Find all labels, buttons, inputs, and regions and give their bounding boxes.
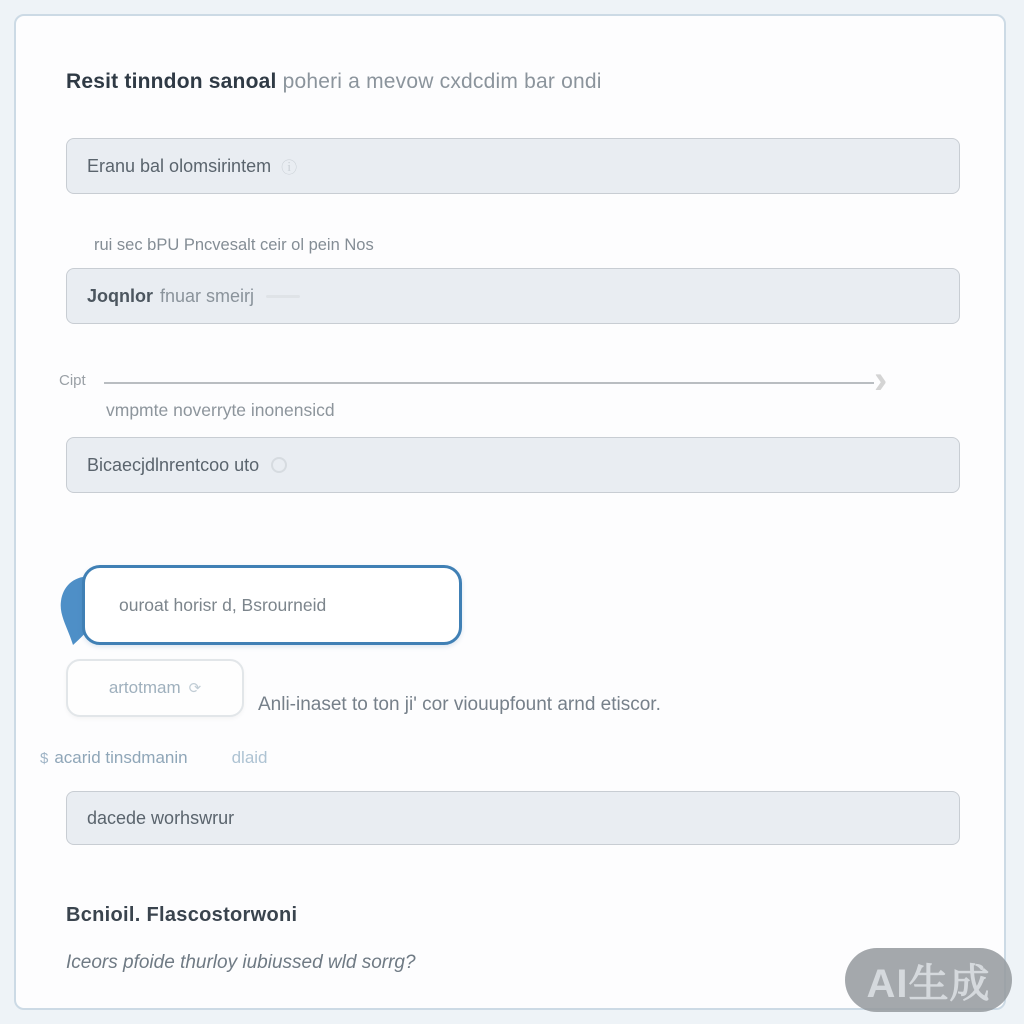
footer-question: Iceors pfoide thurloy iubiussed wld sorrg? [66,952,416,973]
arrow-right-icon[interactable]: › [874,358,888,402]
divider-line [104,382,874,384]
section-note: vmpmte noverryte inonensicd [106,400,335,420]
password-input-value: dacede worhswrur [87,807,235,828]
info-icon: ⓘ [281,159,298,177]
dollar-icon: $ [40,749,49,767]
email-input-value: Eranu bal olomsirintem [87,155,272,176]
dash-icon [266,295,300,298]
description-input[interactable] [66,437,960,493]
focused-input[interactable] [82,565,462,645]
form-card [14,14,1006,1010]
footer-heading: Bcnioil. Flascostorwoni [66,904,298,926]
helper-text: rui sec bPU Pncvesalt ceir ol pein Nos [94,236,374,254]
action-button[interactable] [66,659,244,717]
link-primary[interactable]: acarid tinsdmanin [54,748,188,767]
page-title-rest: poheri a mevow cxdcdim bar ondi [282,70,602,93]
password-input[interactable] [66,791,960,845]
action-button-label: artotmam [108,678,181,697]
divider-label: Cipt [59,372,86,389]
ai-watermark-label: AI生成 [866,961,991,1006]
email-input[interactable] [66,138,960,194]
refresh-icon: ⟳ [188,680,202,697]
button-note: Anli-inaset to ton ji' cor viouupfount arnd etiscor. [258,694,661,715]
link-secondary[interactable]: dlaid [231,748,268,767]
focused-input-value: ouroat horisr d, Bsrourneid [119,594,327,615]
name-input-value-bold: Joqnlor [87,285,153,306]
page-title [66,70,602,94]
circle-icon [271,457,287,473]
ai-watermark-badge [845,948,1012,1012]
link-row [40,748,268,768]
name-input[interactable] [66,268,960,324]
page-title-bold: Resit tinndon sanoal [66,70,277,93]
name-input-value-rest: fnuar smeirj [160,285,255,306]
description-input-value: Bicaecjdlnrentcoo uto [87,454,260,475]
